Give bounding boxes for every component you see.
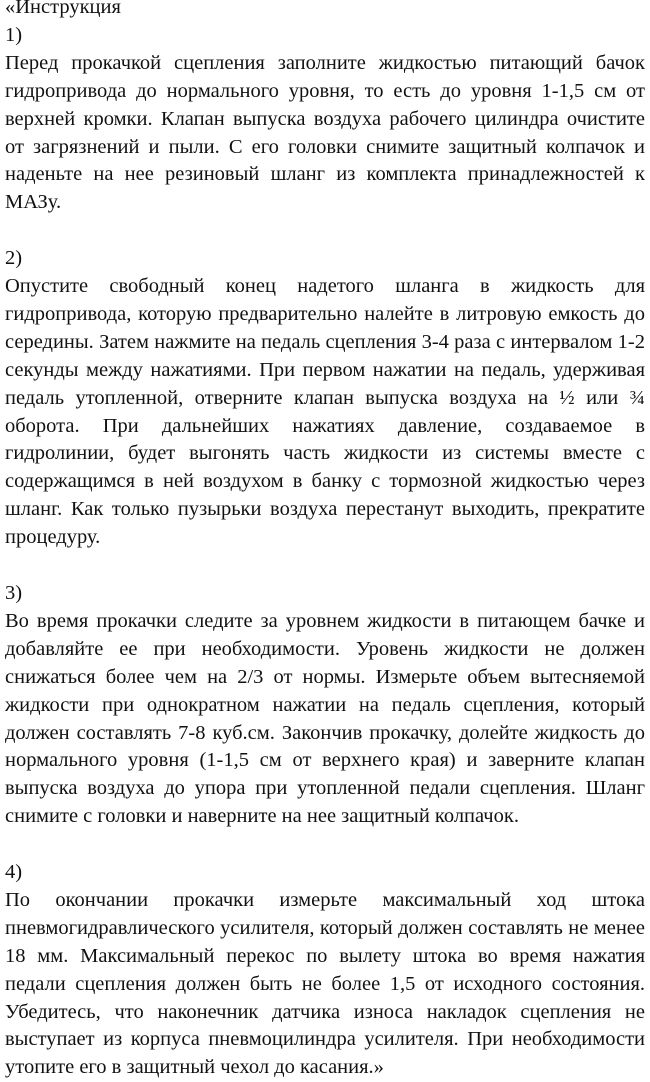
paragraph-gap (5, 831, 645, 859)
section-4 (5, 859, 645, 1082)
section-text: Во время прокачки следите за уровнем жидкости в питающем бачке и добавляйте ее при необходимости. Уровень жидкости не должен снижаться более чем на 2/3 от нормы. Измерьте объем вытесняемой жидкости при однократном нажатии на педаль сцепления, который должен составлять 7-8 куб.см. Закончив прокачку, долейте жидкость до нормального уровня (1-1,5 см от верхнего края) и заверните клапан выпуска воздуха до упора при утопленной педали сцепления. Шланг снимите с головки и наверните на нее защитный колпачок. (5, 609, 645, 828)
document-title: «Инструкция (5, 0, 121, 18)
paragraph-gap (5, 552, 645, 580)
instruction-document (5, 0, 645, 1082)
section-number: 2) (5, 247, 23, 270)
section-1 (5, 22, 645, 217)
section-text: Перед прокачкой сцепления заполните жидкостью питающий бачок гидропривода до нормального уровня, то есть до уровня 1-1,5 см от верхней кромки. Клапан выпуска воздуха рабочего цилиндра очистите от загрязнений и пыли. С его головки снимите защитный колпачок и наденьте на нее резиновый шланг из комплекта принадлежностей к МАЗу. (5, 51, 645, 214)
section-number: 3) (5, 582, 23, 604)
paragraph-gap (5, 217, 645, 245)
section-number: 4) (5, 861, 23, 884)
section-3 (5, 580, 645, 831)
section-2 (5, 245, 645, 552)
section-number: 1) (5, 23, 23, 46)
section-text: Опустите свободный конец надетого шланга в жидкость для гидропривода, которую предварительно налейте в литровую емкость до середины. Затем нажмите на педаль сцепления 3-4 раза с интервалом 1-2 секунды между нажатиями. При первом нажатии на педаль, удерживая педаль утопленной, отверните клапан выпуска воздуха на ½ или ¾ оборота. При дальнейших нажатиях давление, создаваемое в гидролинии, будет выгонять часть жидкости из системы вместе с содержащимся в ней воздухом в банку с тормозной жидкостью через шланг. Как только пузырьки воздуха перестанут выходить, прекратите процедуру. (5, 275, 645, 549)
section-text: По окончании прокачки измерьте максимальный ход штока пневмогидравлического усилителя, который должен составлять не менее 18 мм. Максимальный перекос по вылету штока во время нажатия педали сцепления должен быть не более 1,5 от исходного состояния. Убедитесь, что наконечник датчика износа накладок сцепления не выступает из корпуса пневмоцилиндра усилителя. При необходимости утопите его в защитный чехол до касания.» (5, 888, 645, 1079)
